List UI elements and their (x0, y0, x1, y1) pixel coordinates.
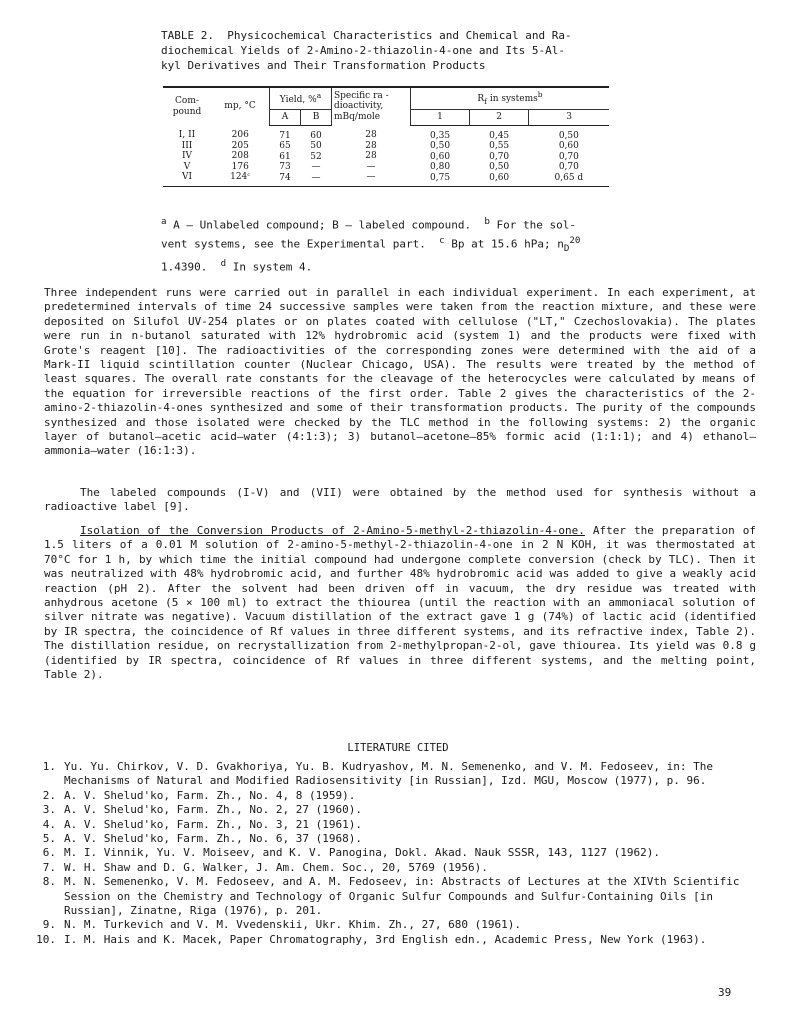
table-cell: III (181, 140, 193, 151)
table-cell: 60 (310, 130, 322, 141)
reference-item: 2. A. V. Shelud'ko, Farm. Zh., No. 4, 8 (1959). (42, 788, 356, 802)
reference-item: 8. M. N. Semenenko, V. M. Fedoseev, and A. M. Fedoseev, in: Abstracts of Lectures at the XIVth Scientific Session on the Chemistry and Technology of Organic Sulfur Compounds and Sulfur-Containing Oils [in Russian], Zinatne, Riga (1976), p. 201. (42, 875, 740, 918)
cells-yield-b (301, 125, 332, 187)
section-title: Isolation of the Conversion Products of 2-Amino-5-methyl-2-thiazolin-4-one. (80, 524, 585, 537)
table-cell: 0,70 (558, 162, 579, 173)
table-cell: 28 (365, 151, 377, 162)
table-cell: — (311, 172, 321, 183)
table-cell: 0,60 (489, 172, 510, 183)
header-system-1: 1 (411, 110, 470, 126)
table-cell: V (183, 161, 191, 172)
header-compound: Com- pound (163, 87, 211, 125)
reference-item: 6. M. I. Vinnik, Yu. V. Moiseev, and K. V. Panogina, Dokl. Akad. Nauk SSSR, 143, 1127 (1962). (42, 846, 661, 860)
table-cell: 71 (279, 130, 291, 141)
table-cell: — (366, 161, 376, 172)
header-yield-b: B (301, 110, 332, 126)
reference-item: 9. N. M. Turkevich and V. M. Vvedenskii, Ukr. Khim. Zh., 27, 680 (1961). (42, 918, 521, 932)
table-cell: 205 (231, 140, 249, 151)
table-cell: VI (181, 172, 193, 183)
cells-compound (163, 125, 211, 187)
header-system-3: 3 (529, 110, 609, 126)
table-cell: 74 (279, 172, 291, 183)
header-rf: $R_f$ in systems$^b$ (411, 87, 610, 110)
table-cell: 28 (365, 140, 377, 151)
table-cell: 124ᶜ (230, 172, 251, 183)
header-yield: Yield, %$^a$ (270, 87, 332, 110)
header-system-2: 2 (470, 110, 529, 126)
body-paragraph-methods: Three independent runs were carried out in parallel in each individual experiment. In each experiment, at predetermined intervals of time 24 successive samples were taken from the reaction mixture, and these were deposited on Silufol UV-254 plates or on plates coated with cellulose ("LT," Czechoslovakia). The plates were run in n-butanol saturated with 12% hydrobromic acid (system 1) and the products were fixed with Grote's reagent [10]. The radioactivities of the corresponding zones were determined with the aid of a Mark-II liquid scintillation counter (Nuclear Chicago, USA). The results were treated by the method of least squares. The overall rate constants for the cleavage of the heterocycles were calculated by means of the equation for irreversible reactions of the first order. Table 2 gives the characteristics of the 2-amino-2-thiazolin-4-ones synthesized and some of their transformation products. The purity of the compounds synthesized and those isolated were checked by the TLC method in the following systems: 2) the organic layer of butanol—acetic acid—water (4:1:3); 3) butanol—acetone—85% formic acid (1:1:1); and 4) ethanol—ammonia—water (16:1:3). (44, 286, 756, 458)
header-mp: mp, °C (211, 87, 270, 125)
table-cell: 65 (279, 141, 291, 152)
table-cell: 0,65 d (554, 172, 584, 183)
table-cell: IV (181, 151, 193, 162)
page-number: 39 (718, 986, 732, 999)
cells-rf2 (470, 125, 529, 187)
cells-yield-a (270, 125, 301, 187)
table-cell: 52 (310, 151, 322, 162)
reference-item: 3. A. V. Shelud'ko, Farm. Zh., No. 2, 27 (1960). (42, 803, 363, 817)
footnote-line: 1.4390. $^d$ In system 4. (161, 257, 313, 274)
reference-item: 4. A. V. Shelud'ko, Farm. Zh., No. 3, 21 (1961). (42, 817, 363, 831)
table-cell: 73 (279, 162, 291, 173)
footnote-line: vent systems, see the Experimental part. $^c$ Bp at 15.6 hPa; $n_D^{20}$ (161, 234, 581, 254)
header-yield-a: A (270, 110, 301, 126)
reference-item: 1. Yu. Yu. Chirkov, V. D. Gvakhoriya, Yu. B. Kudryashov, M. N. Semenenko, and V. M. Fedoseev, in: The Mechanisms of Natural and Modified Radiosensitivity [in Russian], Izd. MGU, Moscow (1977), p. 96. (42, 760, 714, 788)
table-cell: 61 (279, 151, 291, 162)
table-cell: 0,50 (430, 141, 451, 152)
body-paragraph-isolation: Isolation of the Conversion Products of 2-Amino-5-methyl-2-thiazolin-4-one. After the preparation of 1.5 liters of a 0.01 M solution of 2-amino-5-methyl-2-thiazolin-4-one in 2 N KOH, it was thermostated at 70°C for 1 h, by which time the initial compound had undergone complete conversion (check by TLC). Then it was neutralized with 48% hydrobromic acid, and further 48% hydrobromic acid was added to give a weakly acid reaction (pH 2). After the solvent had been driven off in vacuum, the dry residue was treated with anhydrous acetone (5 × 100 ml) to extract the thiourea (until the reaction with an ammoniacal solution of silver nitrate was negative). Vacuum distillation of the extract gave 1 g (74%) of lactic acid (identified by IR spectra, the coincidence of Rf values in three different systems, and its refractive index, Table 2). The distillation residue, on recrystallization from 2-methylpropan-2-ol, gave thiourea. Its yield was 0.8 g (identified by IR spectra, coincidence of Rf values in three different systems, and the melting point, Table 2). (44, 524, 756, 682)
reference-item: 5. A. V. Shelud'ko, Farm. Zh., No. 6, 37 (1968). (42, 832, 363, 846)
table-cell: 50 (310, 141, 322, 152)
reference-item: 7. W. H. Shaw and D. G. Walker, J. Am. Chem. Soc., 20, 5769 (1956). (42, 860, 488, 874)
table-cell: 0,55 (489, 141, 510, 152)
table-cell: — (366, 172, 376, 183)
table-cell: I, II (178, 130, 196, 141)
literature-heading: LITERATURE CITED (347, 742, 449, 754)
table-caption: TABLE 2. Physicochemical Characteristics and Chemical and Ra- diochemical Yields of 2-Amino-2-thiazolin-4-one and Its 5-Al- kyl Derivatives and Their Transformation Products (161, 29, 572, 72)
table-footnotes (161, 214, 611, 274)
footnote-line: $^a$ A — Unlabeled compound; B — labeled compound. $^b$ For the sol- (161, 216, 577, 232)
header-specific-activity: Specific ra - dioactivity, mBq/mole (332, 87, 411, 125)
table-cell: 0,45 (489, 130, 510, 141)
table-cell: 28 (365, 130, 377, 141)
reference-list (20, 760, 760, 947)
table-cell: 208 (231, 151, 249, 162)
table-cell: 0,70 (558, 151, 579, 162)
table-cell: — (311, 162, 321, 173)
cells-activity (332, 125, 411, 187)
reference-item: 10. I. M. Hais and K. Macek, Paper Chromatography, 3rd English edn., Academic Press, New York (1963). (36, 932, 707, 946)
cells-mp (211, 125, 270, 187)
cells-rf3 (529, 125, 609, 187)
table-cell: 0,35 (430, 130, 451, 141)
table-cell: 0,60 (430, 151, 451, 162)
table-cell: 176 (231, 161, 249, 172)
table-cell: 206 (231, 130, 249, 141)
table-cell: 0,80 (430, 162, 451, 173)
body-paragraph-labeled: The labeled compounds (I-V) and (VII) were obtained by the method used for synthesis without a radioactive label [9]. (44, 486, 756, 514)
table-cell: 0,50 (558, 130, 579, 141)
data-table (163, 86, 609, 187)
table-cell: 0,70 (489, 151, 510, 162)
table-cell: 0,50 (489, 162, 510, 173)
table-cell: 0,75 (430, 172, 451, 183)
cells-rf1 (411, 125, 470, 187)
table-cell: 0,60 (558, 141, 579, 152)
